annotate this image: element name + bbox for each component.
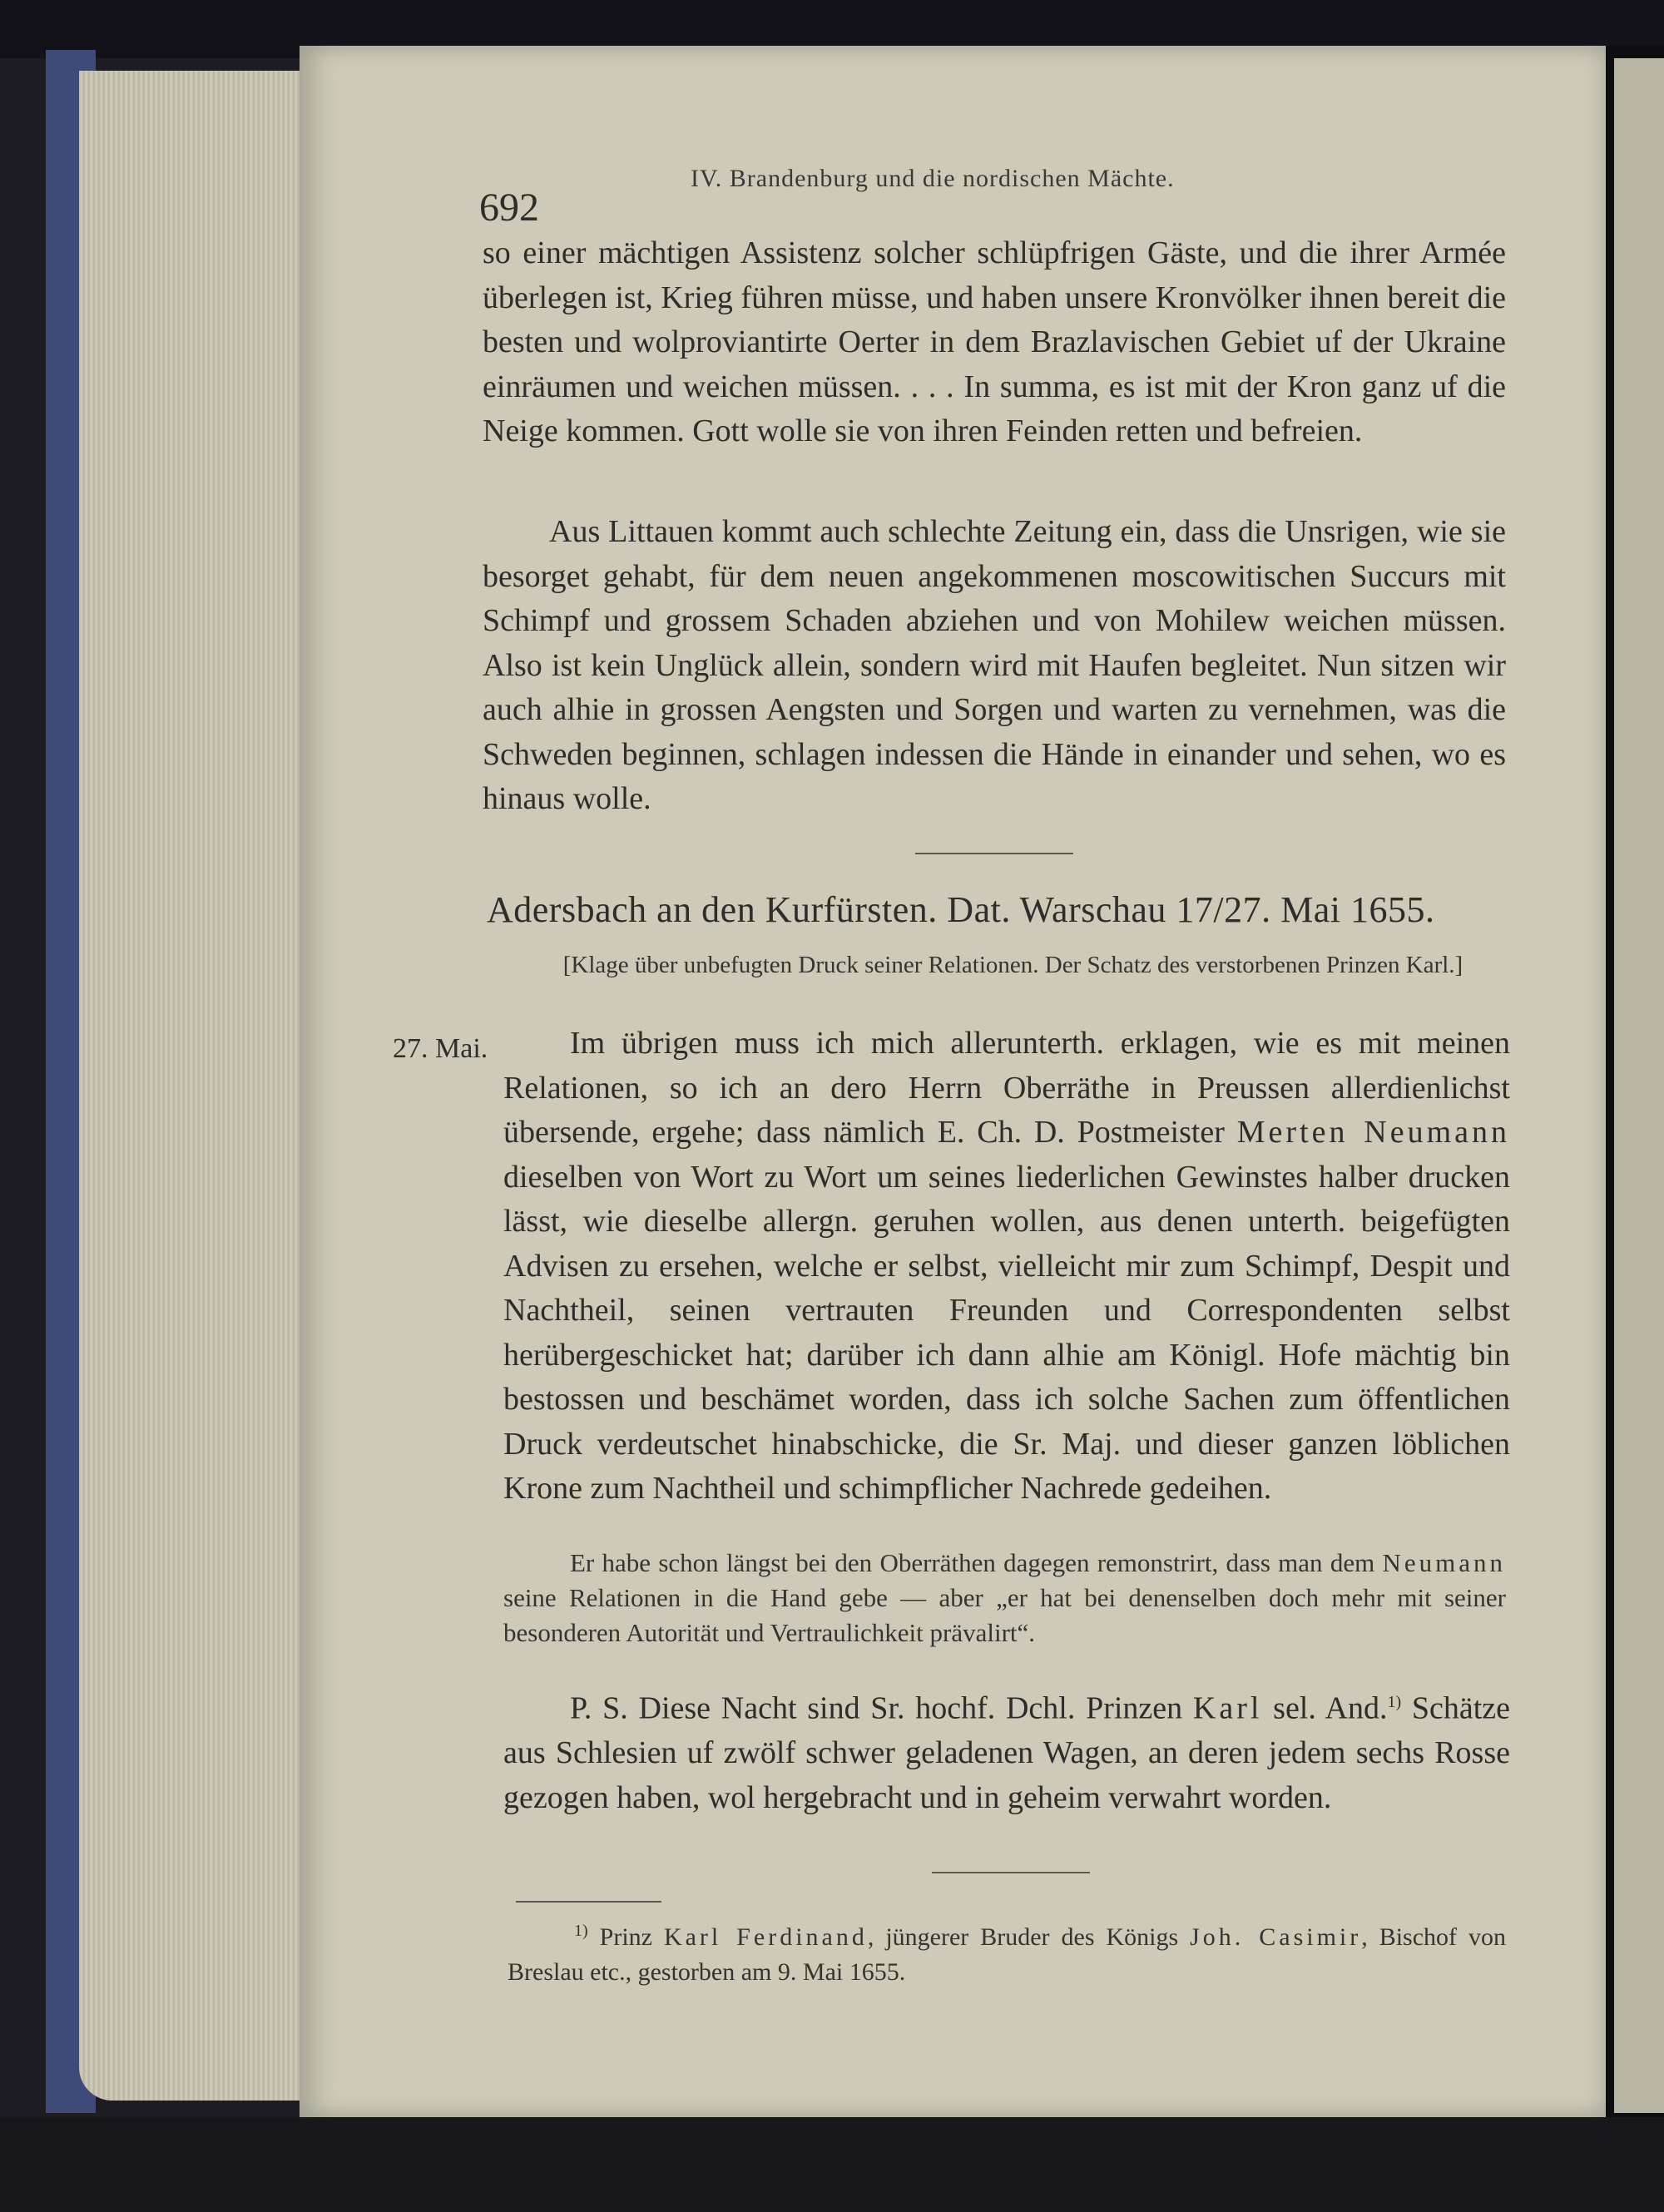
margin-date: 27. Mai.: [393, 1033, 488, 1064]
section-divider: [915, 853, 1073, 854]
paragraph: [503, 1022, 1510, 1512]
letter-summary: [Klage über unbefugten Druck seiner Relationen. Der Schatz des verstorbenen Prinzen Karl.]: [562, 952, 1463, 978]
postscript: [503, 1680, 1510, 1820]
paragraph: [503, 1546, 1506, 1650]
running-head: IV. Brandenburg und die nordischen Mächte.: [691, 165, 1175, 192]
paragraph: [503, 1680, 1510, 1820]
text-block-1: [483, 231, 1506, 454]
page-number: 692: [479, 186, 539, 230]
letter-heading: Adersbach an den Kurfürsten. Dat. Warschau 17/27. Mai 1655.: [487, 889, 1435, 930]
footnote: [508, 1913, 1506, 1990]
text-block-2: [483, 510, 1506, 822]
paragraph: so einer mächtigen Assistenz solcher schlüpfrigen Gäste, und die ihrer Armée überlegen ist, Krieg führen müsse, und haben unsere Kronvölker ihnen bereit die besten und wolproviantirte Oerter in dem Brazlavischen Gebiet uf der Ukraine einräumen und weichen müssen. . . . In summa, es ist mit der Kron ganz uf die Neige kommen. Gott wolle sie von ihren Feinden retten und befreien.: [483, 235, 1506, 448]
person-name: Merten Neumann: [1236, 1115, 1511, 1150]
letter-body: [503, 1022, 1510, 1512]
section-divider: [932, 1872, 1090, 1873]
background-bottom: [0, 2117, 1664, 2212]
paragraph: Aus Littauen kommt auch schlechte Zeitung ein, dass die Unsrigen, wie sie besorget gehabt, für dem neuen angekommenen moscowitischen Succurs mit Schimpf und grossem Schaden abziehen und von Mohilew weichen müssen. Also ist kein Unglück allein, sondern wird mit Haufen begleitet. Nun sitzen wir auch alhie in grossen Aengsten und Sorgen und warten zu vernehmen, was die Schweden beginnen, schlagen indessen die Hände in einander und sehen, wo es hinaus wolle.: [483, 514, 1506, 816]
footnote-mark: 1): [574, 1922, 588, 1940]
text-run: , jüngerer Bruder des Königs: [867, 1923, 1179, 1951]
text-run: Er habe schon längst bei den Oberräthen dagegen remonstrirt, dass man dem: [570, 1548, 1375, 1577]
text-run: , Bischof von Breslau etc., gestorben am 9. Mai 1655.: [508, 1923, 1507, 1986]
person-name: Joh. Casimir: [1190, 1923, 1362, 1951]
text-run: Schätze aus Schlesien uf zwölf schwer geladenen Wagen, an deren jedem sechs Rosse gezogen haben, wol hergebracht und in geheim verwahrt worden.: [503, 1690, 1511, 1815]
text-run: Prinz: [599, 1923, 652, 1951]
letter-paraphrase: [503, 1546, 1506, 1650]
footnote-rule: [516, 1901, 661, 1903]
page-edges: [79, 71, 312, 2101]
text-run: dieselben von Wort zu Wort um seines liederlichen Gewinstes halber drucken lässt, wie dieselbe allergn. geruhen wollen, aus denen unterth. beigefügten Advisen zu ersehen, welche er selbst, vielleicht mir zum Schimpf, Despit und Nachtheil, seinen vertrauten Freunden und Correspondenten selbst herübergeschicket hat; darüber ich dann alhie am Königl. Hofe mächtig bin bestossen und beschämet worden, dass ich solche Sachen zum öffentlichen Druck verdeutschet hinabschicke, die Sr. Maj. und dieser ganzen löblichen Krone zum Nachtheil und schimpflicher Nachrede gedeihen.: [503, 1159, 1510, 1506]
footnote-text: [508, 1913, 1506, 1990]
text-run: sel. And.: [1273, 1690, 1388, 1726]
person-name: Karl: [1192, 1690, 1263, 1726]
text-run: Im übrigen muss ich mich allerunterth. erklagen, wie es mit meinen Relationen, so ich an dero Herrn Oberräthe in Preussen allerdienlichst übersende, ergehe; dass nämlich E. Ch. D. Postmeister: [503, 1026, 1510, 1150]
text-run: P. S. Diese Nacht sind Sr. hochf. Dchl. Prinzen: [570, 1690, 1183, 1726]
facing-page: [1614, 58, 1664, 2113]
footnote-mark: 1): [1387, 1693, 1402, 1711]
text-run: seine Relationen in die Hand gebe — aber „er hat bei denenselben doch mehr mit seiner besonderen Autorität und Vertraulichkeit prävalirt“.: [503, 1583, 1506, 1647]
person-name: Neumann: [1382, 1548, 1507, 1577]
person-name: Karl Ferdinand: [663, 1923, 868, 1951]
